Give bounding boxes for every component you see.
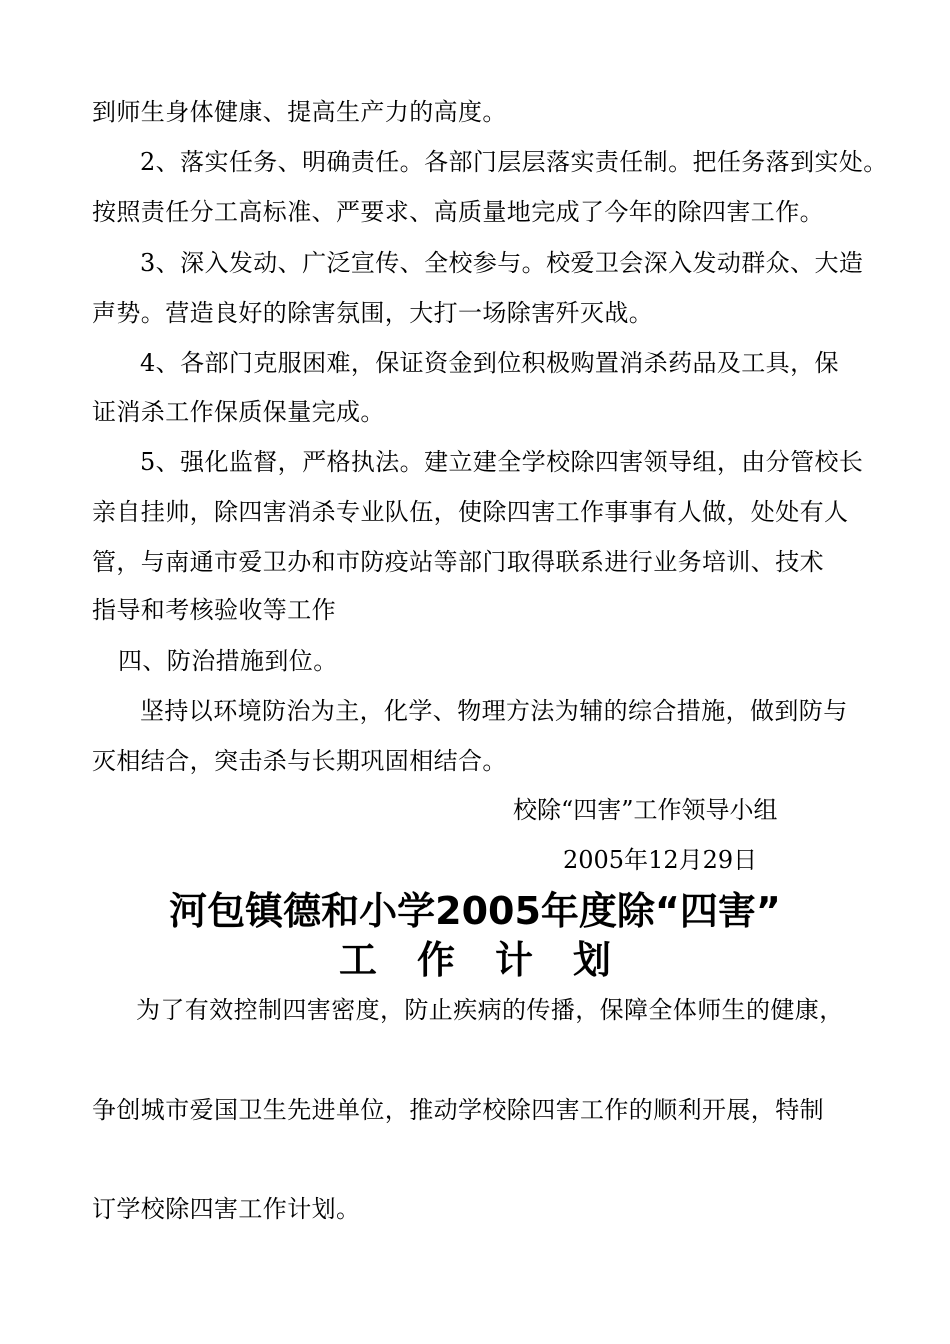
signature-date: 2005年12月29日 bbox=[563, 846, 758, 874]
signature-group: 校除“四害”工作领导小组 bbox=[513, 796, 778, 824]
document-subtitle: 工作计划 bbox=[338, 938, 651, 982]
paragraph-line: 3、深入发动、广泛宣传、全校参与。校爱卫会深入发动群众、大造 bbox=[140, 249, 864, 277]
paragraph-line: 为了有效控制四害密度，防止疾病的传播，保障全体师生的健康， bbox=[136, 996, 844, 1024]
paragraph-line: 4、各部门克服困难，保证资金到位积极购置消杀药品及工具，保 bbox=[140, 349, 839, 377]
paragraph-line: 5、强化监督，严格执法。建立建全学校除四害领导组，由分管校长 bbox=[140, 448, 864, 476]
paragraph-line: 证消杀工作保质保量完成。 bbox=[92, 398, 385, 426]
paragraph-line: 坚持以环境防治为主，化学、物理方法为辅的综合措施，做到防与 bbox=[140, 697, 848, 725]
paragraph-line: 按照责任分工高标准、严要求、高质量地完成了今年的除四害工作。 bbox=[92, 198, 824, 226]
document-title: 河包镇德和小学2005年度除“四害” bbox=[169, 889, 781, 933]
section-heading: 四、防治措施到位。 bbox=[118, 647, 338, 675]
paragraph-line: 争创城市爱国卫生先进单位，推动学校除四害工作的顺利开展，特制 bbox=[92, 1096, 824, 1124]
paragraph-line: 亲自挂帅，除四害消杀专业队伍，使除四害工作事事有人做，处处有人 bbox=[92, 498, 849, 526]
paragraph-line: 灭相结合，突击杀与长期巩固相结合。 bbox=[92, 747, 507, 775]
paragraph-line: 订学校除四害工作计划。 bbox=[92, 1195, 361, 1223]
paragraph-line: 2、落实任务、明确责任。各部门层层落实责任制。把任务落到实处。 bbox=[140, 148, 888, 176]
paragraph-line: 管，与南通市爱卫办和市防疫站等部门取得联系进行业务培训、技术 bbox=[92, 548, 824, 576]
paragraph-line: 指导和考核验收等工作 bbox=[92, 596, 336, 624]
paragraph-line: 到师生身体健康、提高生产力的高度。 bbox=[92, 98, 507, 126]
paragraph-line: 声势。营造良好的除害氛围，大打一场除害歼灭战。 bbox=[92, 299, 654, 327]
